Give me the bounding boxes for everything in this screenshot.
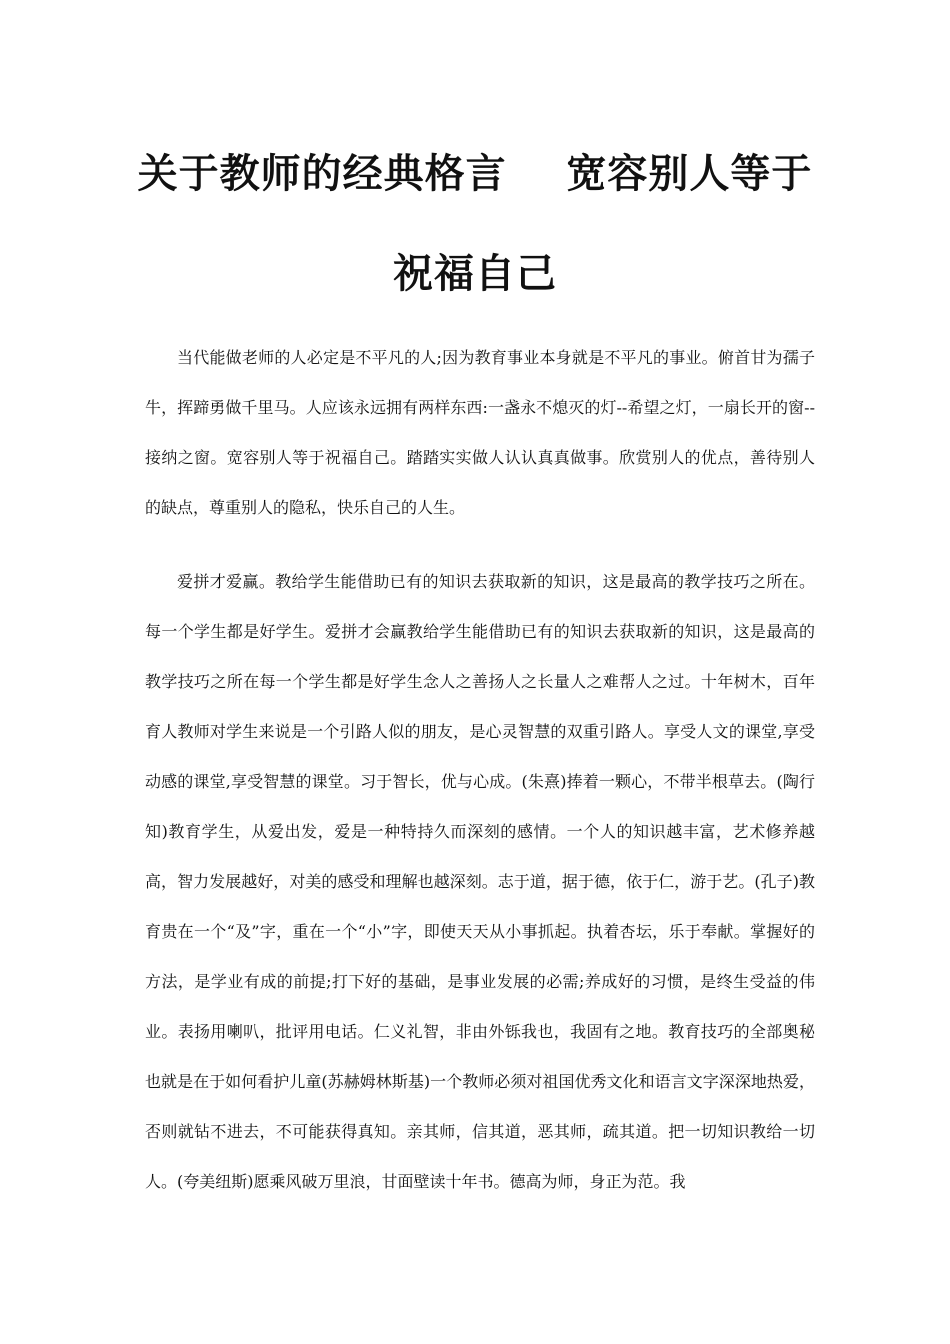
document-title-line-1: 关于教师的经典格言 宽容别人等于 <box>137 150 813 197</box>
document-title-line-2: 祝福自己 <box>393 250 557 297</box>
body-paragraph-2: 爱拼才爱赢。教给学生能借助已有的知识去获取新的知识，这是最高的教学技巧之所在。每一个学生都是好学生。爱拼才会赢教给学生能借助已有的知识去获取新的知识，这是最高的教学技巧之所在每一个学生都是好学生念人之善扬人之长量人之难帮人之过。十年树木，百年育人教师对学生来说是一个引路人似的朋友，是心灵智慧的双重引路人。享受人文的课堂,享受动感的课堂,享受智慧的课堂。习于智长，优与心成。(朱熹)捧着一颗心，不带半根草去。(陶行知)教育学生，从爱出发，爱是一种特持久而深刻的感情。一个人的知识越丰富，艺术修养越高，智力发展越好，对美的感受和理解也越深刻。志于道，据于德，依于仁，游于艺。(孔子)教育贵在一个“及”字，重在一个“小”字，即使天天从小事抓起。执着杏坛，乐于奉献。掌握好的方法，是学业有成的前提;打下好的基础，是事业发展的必需;养成好的习惯，是终生受益的伟业。表扬用喇叭，批评用电话。仁义礼智，非由外铄我也，我固有之地。教育技巧的全部奥秘也就是在于如何看护儿童(苏赫姆林斯基)一个教师必须对祖国优秀文化和语言文字深深地热爱，否则就钻不进去，不可能获得真知。亲其师，信其道，恶其师，疏其道。把一切知识教给一切人。(夸美纽斯)愿乘风破万里浪，甘面壁读十年书。德高为师，身正为范。我 <box>145 572 815 1191</box>
body-paragraph-1: 当代能做老师的人必定是不平凡的人;因为教育事业本身就是不平凡的事业。俯首甘为孺子牛，挥蹄勇做千里马。人应该永远拥有两样东西:一盏永不熄灭的灯--希望之灯，一扇长开的窗--接纳之窗。宽容别人等于祝福自己。踏踏实实做人认认真真做事。欣赏别人的优点，善待别人的缺点，尊重别人的隐私，快乐自己的人生。 <box>145 348 815 517</box>
